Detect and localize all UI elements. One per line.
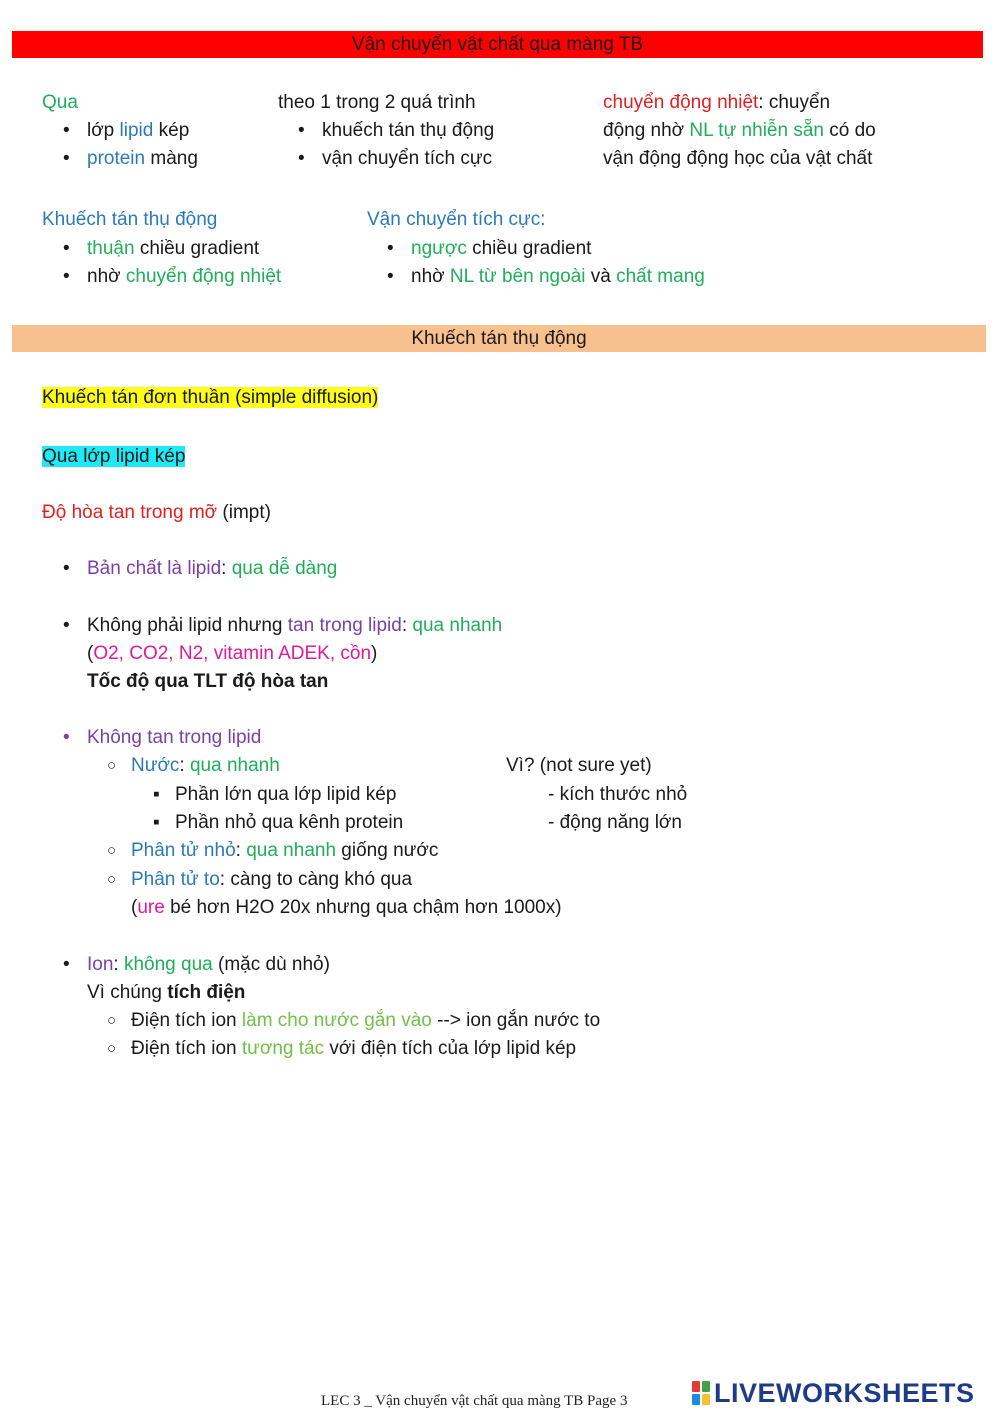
intro-col2-item-2: • vận chuyển tích cực <box>322 145 492 173</box>
section-header-transport <box>12 31 983 58</box>
logo-grid-icon <box>692 1381 710 1405</box>
intro-col2-item-1: • khuếch tán thụ động <box>322 117 494 145</box>
circle-item-water: ○ Nước: qua nhanh <box>131 752 280 780</box>
logo-tile-e <box>702 1394 710 1405</box>
section-header-passive-text: Khuếch tán thụ động <box>411 328 587 349</box>
logo-text: LIVEWORKSHEETS <box>714 1377 975 1408</box>
active-item-2: • nhờ NL từ bên ngoài và chất mang <box>411 263 705 291</box>
intro-col3-line-1: chuyển động nhiệt: chuyển <box>603 92 831 113</box>
section-header-transport-text: Vận chuyển vật chất qua màng TB <box>351 34 644 55</box>
circle-item-big-molecule: ○ Phân tử to: càng to càng khó qua <box>131 866 412 894</box>
intro-col3-line-2: động nhờ NL tự nhiễn sẵn có do <box>603 120 876 141</box>
ion-reason: Vì chúng tích điện <box>87 982 246 1003</box>
square-item-protein-path: ▪ Phần nhỏ qua kênh protein <box>175 809 403 837</box>
why-note: Vì? (not sure yet) <box>506 755 652 776</box>
liveworksheets-logo[interactable] <box>692 1378 975 1408</box>
page-footer: LEC 3 _ Vận chuyển vật chất qua màng TB Page 3 <box>321 1393 628 1409</box>
reason-energy: - động năng lớn <box>548 812 682 833</box>
logo-tile-l <box>692 1381 700 1392</box>
passive-item-2: • nhờ chuyển động nhiệt <box>87 263 281 291</box>
simple-diffusion-heading: Khuếch tán đơn thuần (simple diffusion) <box>42 387 379 408</box>
via-lipid-heading: Qua lớp lipid kép <box>42 446 186 467</box>
bullet-lipid-soluble: • Không phải lipid nhưng tan trong lipid: qua nhanh <box>87 612 502 640</box>
intro-col1-item-1: • lớp lipid kép <box>87 117 189 145</box>
solubility-line: Độ hòa tan trong mỡ (impt) <box>42 502 271 523</box>
active-title: Vận chuyển tích cực: <box>367 209 546 230</box>
ure-note: (ure bé hơn H2O 20x nhưng qua chậm hơn 1000x) <box>131 897 562 918</box>
logo-tile-i <box>702 1381 710 1392</box>
active-item-1: • ngược chiều gradient <box>411 235 591 263</box>
section-header-passive <box>12 325 986 352</box>
passive-title: Khuếch tán thụ động <box>42 209 218 230</box>
circle-item-ion-water: ○ Điện tích ion làm cho nước gắn vào --> ion gắn nước to <box>131 1007 600 1035</box>
circle-item-small-molecule: ○ Phân tử nhỏ: qua nhanh giống nước <box>131 837 438 865</box>
intro-col2-title: theo 1 trong 2 quá trình <box>278 92 476 113</box>
lipid-soluble-rate: Tốc độ qua TLT độ hòa tan <box>87 671 329 692</box>
intro-col3-line-3: vận động động học của vật chất <box>603 148 873 169</box>
circle-item-ion-interaction: ○ Điện tích ion tương tác với điện tích của lớp lipid kép <box>131 1035 576 1063</box>
intro-col1-item-2: • protein màng <box>87 145 198 173</box>
lipid-soluble-examples: (O2, CO2, N2, vitamin ADEK, cồn) <box>87 643 378 664</box>
square-item-lipid-path: ▪ Phần lớn qua lớp lipid kép <box>175 781 396 809</box>
bullet-not-lipid-soluble: • Không tan trong lipid <box>87 724 261 752</box>
reason-size: - kích thước nhỏ <box>548 784 688 805</box>
bullet-ion: • Ion: không qua (mặc dù nhỏ) <box>87 951 330 979</box>
intro-col1-title: Qua <box>42 92 78 113</box>
bullet-lipid-nature: • Bản chất là lipid: qua dễ dàng <box>87 555 337 583</box>
passive-item-1: • thuận chiều gradient <box>87 235 259 263</box>
logo-tile-v <box>692 1394 700 1405</box>
